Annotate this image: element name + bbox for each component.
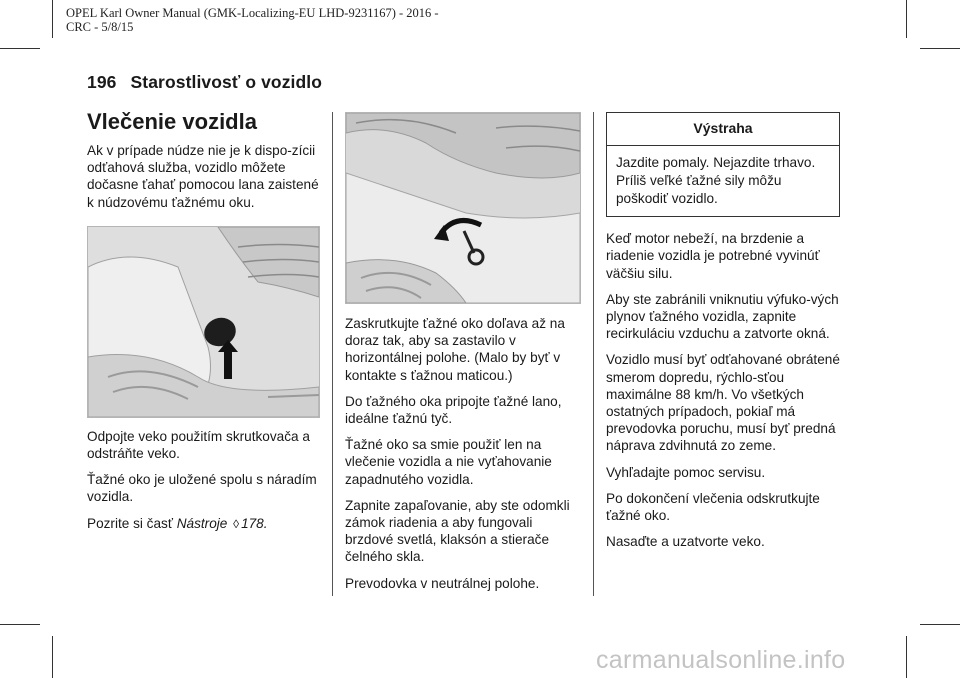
- crop-mark: [906, 0, 907, 38]
- warning-text: Jazdite pomaly. Nejazdite trhavo. Príliš veľké ťažné sily môžu poškodiť vozidlo.: [616, 155, 816, 207]
- tools-reference-link[interactable]: Nástroje: [176, 515, 228, 531]
- section-title: Vlečenie vozidla: [87, 109, 257, 134]
- column-1: [87, 108, 319, 542]
- paragraph: Do ťažného oka pripojte ťažné lano, ideálne ťažnú tyč.: [345, 393, 562, 427]
- paragraph: Odpojte veko použitím skrutkovača a odstráňte veko.: [87, 428, 310, 462]
- chapter-title: Starostlivosť o vozidlo: [130, 72, 323, 92]
- watermark: carmanualsonline.info: [596, 646, 846, 674]
- paragraph: Zapnite zapaľovanie, aby ste odomkli zámok riadenia a aby fungovali brzdové svetlá, klaksón a stierače čelného skla.: [345, 497, 570, 565]
- warning-title: Výstraha: [607, 113, 839, 146]
- crop-mark: [52, 0, 53, 38]
- paragraph: Keď motor nebeží, na brzdenie a riadenie vozidla je potrebné vyvinúť väčšiu silu.: [606, 231, 820, 281]
- page-heading: [87, 72, 322, 93]
- warning-box: [606, 112, 840, 217]
- reference-prefix: Pozrite si časť: [87, 515, 177, 531]
- crop-mark: [0, 624, 40, 625]
- crop-mark: [920, 48, 960, 49]
- paragraph: Zaskrutkujte ťažné oko doľava až na doraz tak, aby sa zastavilo v horizontálnej polohe. (Malo by byť v kontakte s ťažnou maticou.): [345, 316, 565, 383]
- page-number: 196: [87, 72, 117, 92]
- crop-mark: [906, 636, 907, 678]
- column-2: [345, 112, 581, 601]
- paragraph: Nasaďte a uzatvorte veko.: [606, 534, 765, 550]
- column-divider: [332, 112, 333, 596]
- crop-mark: [52, 636, 53, 678]
- tow-eye-installation-illustration: [345, 112, 581, 304]
- crop-mark: [920, 624, 960, 625]
- paragraph: Aby ste zabránili vniknutiu výfuko-vých plynov ťažného vozidla, zapnite recirkuláciu vzduchu a zatvorte okná.: [606, 291, 839, 342]
- paragraph: Ťažné oko sa smie použiť len na vlečenie vozidla a nie vyťahovanie zapadnutého vozidla.: [345, 437, 552, 487]
- header-line-1: OPEL Karl Owner Manual (GMK-Localizing-EU LHD-9231167) - 2016 -: [66, 6, 439, 20]
- paragraph: Vozidlo musí byť odťahované obrátené smerom dopredu, rýchlo-sťou maximálne 88 km/h. Vo všetkých ostatných prípadoch, pokiaľ má prevodovka poruchu, musí byť predná náprava zdvihnutá zo zeme.: [606, 352, 840, 454]
- paragraph: Po dokončení vlečenia odskrutkujte ťažné oko.: [606, 490, 820, 524]
- paragraph: Prevodovka v neutrálnej polohe.: [345, 575, 540, 591]
- paragraph: Vyhľadajte pomoc servisu.: [606, 464, 766, 480]
- reference-page[interactable]: 178.: [241, 515, 268, 531]
- intro-paragraph: Ak v prípade núdze nie je k dispo-zícii odťahová služba, vozidlo môžete dočasne ťahať pomocou lana zaistené k núdzovému ťažnému oku.: [87, 143, 319, 210]
- column-3: [606, 112, 840, 559]
- header-line-2: CRC - 5/8/15: [66, 20, 134, 34]
- page-reference-icon: ◊: [233, 516, 240, 531]
- document-header: [66, 6, 439, 34]
- column-divider: [593, 112, 594, 596]
- cover-removal-illustration: [87, 226, 320, 418]
- paragraph: Ťažné oko je uložené spolu s náradím vozidla.: [87, 472, 317, 505]
- crop-mark: [0, 48, 40, 49]
- paragraph: [87, 515, 319, 533]
